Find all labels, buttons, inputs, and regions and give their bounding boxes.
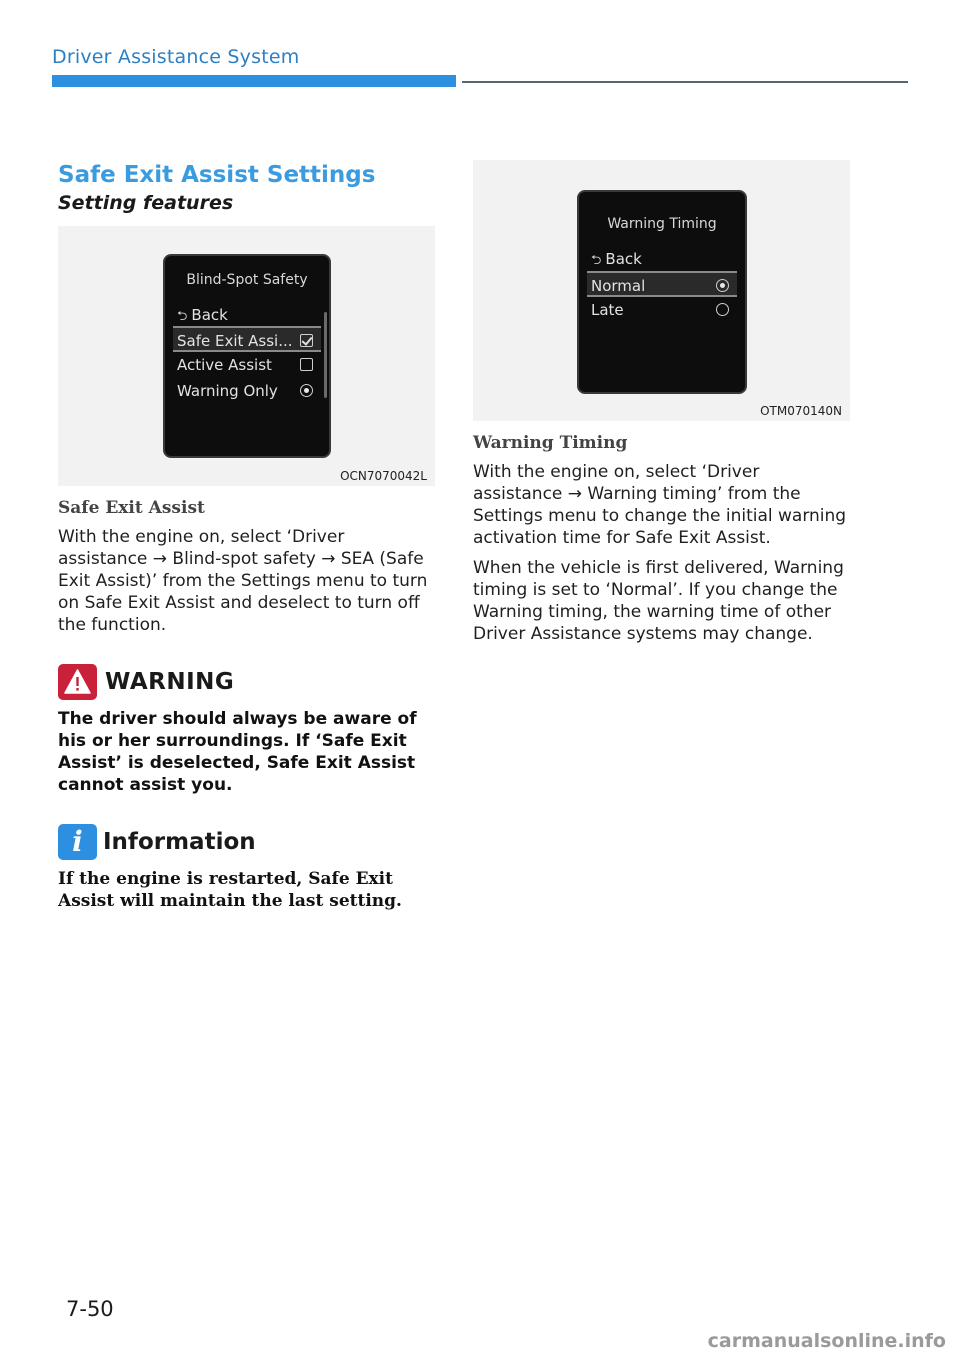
section-title: Safe Exit Assist Settings xyxy=(58,162,376,188)
menu-item-label: Normal xyxy=(591,277,646,295)
checkbox-unchecked-icon xyxy=(300,358,313,371)
body-paragraph: With the engine on, select ‘Driver assistance → Warning timing’ from the Settings menu to change the initial warning activation time for Safe Exit Assist. xyxy=(473,462,847,548)
info-icon: i xyxy=(58,824,97,860)
radio-unselected-icon xyxy=(716,303,729,316)
information-block xyxy=(58,824,438,912)
warning-icon xyxy=(58,664,97,700)
menu-item-safe-exit-assist xyxy=(173,326,321,352)
running-header: Driver Assistance System xyxy=(52,46,300,68)
menu-item-late xyxy=(587,297,737,323)
figure-blind-spot-safety xyxy=(58,226,435,486)
watermark[interactable]: carmanualsonline.info xyxy=(707,1330,946,1352)
cluster-screen xyxy=(163,254,331,458)
menu-back-label: Back xyxy=(191,306,228,324)
back-arrow-icon: ⮌ xyxy=(177,309,188,324)
body-paragraph: When the vehicle is first delivered, Warning timing is set to ‘Normal’. If you change the Warning timing, the warning time of other Driver Assistance systems may change. xyxy=(473,558,844,644)
back-arrow-icon: ⮌ xyxy=(591,253,602,268)
screen-title: Blind-Spot Safety xyxy=(186,272,308,288)
menu-item-label: Safe Exit Assi... xyxy=(177,332,293,350)
menu-item-label: Late xyxy=(591,301,624,319)
sub-heading-warning-timing: Warning Timing xyxy=(473,433,628,453)
menu-back xyxy=(173,302,321,328)
section-subtitle: Setting features xyxy=(58,192,234,214)
menu-back-label: Back xyxy=(605,250,642,268)
scrollbar xyxy=(324,312,327,398)
menu-item-active-assist xyxy=(173,352,321,378)
left-column xyxy=(58,160,438,912)
figure-warning-timing xyxy=(473,160,850,421)
body-paragraph: With the engine on, select ‘Driver assistance → Blind-spot safety → SEA (Safe Exit Assist)’ from the Settings menu to turn on Safe Exit Assist and deselect to turn off the function. xyxy=(58,527,428,635)
page-number: 7-50 xyxy=(66,1297,114,1321)
warning-block xyxy=(58,664,438,796)
header-rule-accent xyxy=(52,75,456,87)
radio-selected-icon xyxy=(300,384,313,397)
checkbox-checked-icon xyxy=(300,334,313,347)
screen-title: Warning Timing xyxy=(607,216,717,232)
header-rule xyxy=(462,81,908,83)
right-column xyxy=(473,160,851,645)
sub-heading-safe-exit-assist: Safe Exit Assist xyxy=(58,498,205,518)
menu-item-label: Active Assist xyxy=(177,356,272,374)
radio-selected-icon xyxy=(716,279,729,292)
warning-text: The driver should always be aware of his or her surroundings. If ‘Safe Exit Assist’ is deselected, Safe Exit Assist cannot assist you. xyxy=(58,709,417,795)
menu-item-normal xyxy=(587,271,737,297)
warning-label: WARNING xyxy=(105,669,235,695)
figure-code: OTM070140N xyxy=(760,404,842,418)
information-text: If the engine is restarted, Safe Exit Assist will maintain the last setting. xyxy=(58,869,402,911)
menu-back xyxy=(587,246,737,272)
figure-code: OCN7070042L xyxy=(340,469,427,483)
menu-item-label: Warning Only xyxy=(177,382,278,400)
cluster-screen xyxy=(577,190,747,394)
information-label: Information xyxy=(103,829,256,855)
menu-item-warning-only xyxy=(173,378,321,404)
